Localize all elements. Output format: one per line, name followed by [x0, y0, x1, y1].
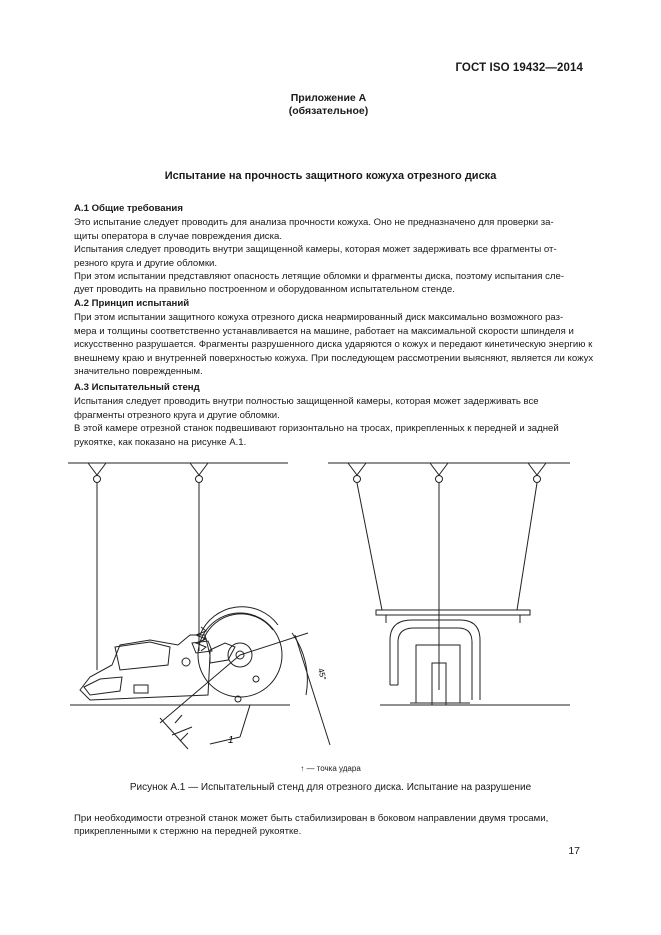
text-line: Испытания следует проводить внутри полностью защищенной камеры, которая может задерживать все — [74, 396, 539, 408]
crossbar — [376, 610, 530, 615]
annex-status: (обязательное) — [288, 105, 369, 117]
page-number: 17 — [568, 845, 580, 857]
callout-leader — [210, 737, 240, 744]
paragraph — [74, 422, 582, 449]
impact-arrow — [175, 715, 182, 723]
hanger-left-2 — [190, 463, 208, 475]
text-line: При необходимости отрезной станок может быть стабилизирован в боковом направлении двумя тросами, — [74, 813, 549, 824]
paragraph — [74, 311, 594, 378]
section-a3 — [74, 376, 582, 449]
section-a1 — [74, 197, 582, 297]
annex-heading — [0, 92, 661, 118]
cable-right-1 — [357, 483, 382, 610]
text-line: При этом испытании представляют опасность летящие обломки и фрагменты диска, поэтому испытания сле- — [74, 271, 565, 283]
impact-arrow — [180, 733, 188, 741]
section-a2 — [74, 292, 594, 378]
text-line: дует проводить на правильно построенном и оборудованном испытательном стенде. — [74, 284, 455, 296]
hanger-eye — [436, 476, 443, 483]
front-handle — [390, 620, 480, 700]
angle-line-c — [295, 635, 330, 745]
main-title: Испытание на прочность защитного кожуха отрезного диска — [164, 170, 497, 182]
figure-caption: Рисунок А.1 — Испытательный стенд для отрезного диска. Испытание на разрушение — [129, 782, 532, 793]
section-heading: А.3 Испытательный стенд — [74, 382, 200, 393]
text-line: При этом испытании защитного кожуха отрезного диска неармированный диск максимально возможного раз- — [74, 312, 564, 324]
hanger-eye — [94, 476, 101, 483]
impact-point — [253, 676, 259, 682]
text-line: фрагменты отрезного круга и другие обломки. — [74, 409, 280, 421]
text-line: Испытания следует проводить внутри защищенной камеры, которая может задерживать все фрагменты от- — [74, 244, 557, 256]
text-line: щиты оператора в случае повреждения диска. — [74, 230, 283, 242]
text-line: В этой камере отрезной станок подвешивают горизонтально на тросах, прикрепленных к передней и задней — [74, 423, 559, 435]
saw-body-front — [416, 645, 460, 703]
angle-label: 45° — [316, 667, 328, 682]
text-line: внешнему краю и внутренней поверхностью кожуха. При последующем рассмотрении выясняют, является ли кожух — [74, 352, 594, 364]
text-line: прикрепленными к стержню на передней рукоятке. — [74, 826, 302, 838]
text-line: мера и толщины соответственно устанавливается на машине, работает на максимальной скорости шпинделя и — [74, 325, 574, 337]
section-heading: А.1 Общие требования — [74, 203, 183, 214]
section-heading: А.2 Принцип испытаний — [74, 298, 190, 309]
disc-guard — [200, 607, 278, 635]
document-code: ГОСТ ISO 19432—2014 — [455, 62, 583, 74]
figure-legend: ↑ — точка удара — [300, 764, 361, 773]
figure-a1 — [60, 455, 590, 755]
text-line: Это испытание следует проводить для анализа прочности кожуха. Оно не предназначено для проверки за- — [74, 217, 554, 229]
test-stand-drawing — [60, 455, 590, 755]
paragraph — [74, 216, 582, 243]
hanger-eye — [534, 476, 541, 483]
text-line: резного круга и другие обломки. — [74, 257, 218, 269]
cable-right-3 — [517, 483, 537, 610]
hanger-eye — [354, 476, 361, 483]
angle-arc — [292, 633, 307, 695]
hanger-right-3 — [528, 463, 546, 475]
text-line: значительно поврежденным. — [74, 366, 203, 378]
footer-paragraph — [74, 812, 582, 839]
hanger-right-1 — [348, 463, 366, 475]
callout-number: 1 — [228, 735, 234, 746]
hanger-right-2 — [430, 463, 448, 475]
paragraph — [74, 243, 582, 270]
hanger-left-1 — [88, 463, 106, 475]
hanger-eye — [196, 476, 203, 483]
text-line: искусственно разрушается. Фрагменты разрушенного диска ударяются о кожух и передают кинетическую энергию к — [74, 339, 593, 351]
angle-line-b — [160, 655, 240, 723]
text-line: рукоятке, как показано на рисунке А.1. — [74, 436, 247, 448]
paragraph — [74, 395, 582, 422]
annex-title: Приложение А — [290, 92, 367, 104]
